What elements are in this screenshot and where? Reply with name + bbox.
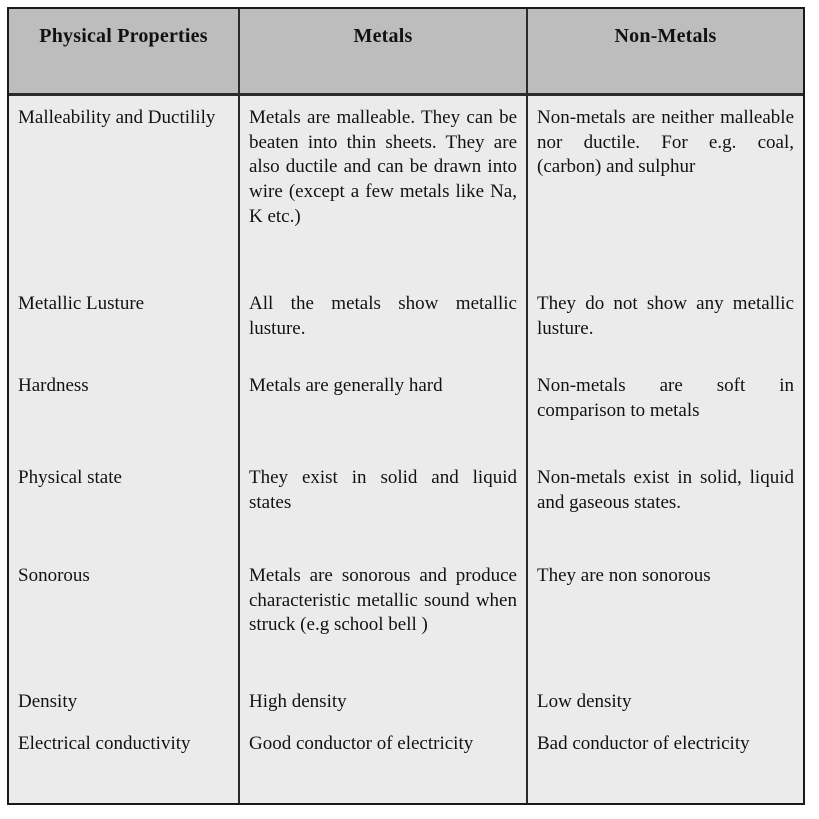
cell-property-sonorous: Sonorous — [18, 565, 90, 586]
column-header-non-metals: Non-Metals — [614, 25, 717, 47]
cell-property-malleability: Malleability and Ductilily — [18, 107, 216, 128]
metals-nonmetals-comparison-table — [7, 7, 805, 805]
cell-nonmetals-hardness: Non-metals are soft in comparison to metals — [537, 375, 794, 421]
cell-metals-metallic-lusture: All the metals show metallic lusture. — [249, 293, 517, 339]
cell-metals-density: High density — [249, 691, 347, 712]
cell-nonmetals-physical-state: Non-metals exist in solid, liquid and gaseous states. — [537, 467, 794, 513]
cell-metals-malleability: Metals are malleable. They can be beaten into thin sheets. They are also ductile and can be drawn into wire (except a few metals like Na, K etc.) — [249, 107, 517, 227]
table-header-row — [9, 9, 803, 96]
cell-property-metallic-lusture: Metallic Lusture — [18, 293, 145, 314]
cell-property-physical-state: Physical state — [18, 467, 122, 488]
column-header-metals: Metals — [240, 9, 528, 93]
cell-nonmetals-electrical-conductivity: Bad conductor of electricity — [537, 733, 750, 754]
cell-metals-hardness: Metals are generally hard — [249, 375, 443, 396]
column-metals — [240, 96, 528, 803]
column-physical-properties — [9, 96, 240, 803]
table-body — [9, 96, 803, 803]
cell-property-electrical-conductivity: Electrical conductivity — [18, 733, 191, 754]
cell-metals-sonorous: Metals are sonorous and produce characteristic metallic sound when struck (e.g school bell ) — [249, 565, 517, 636]
cell-metals-physical-state: They exist in solid and liquid states — [249, 467, 517, 513]
cell-nonmetals-sonorous: They are non sonorous — [537, 565, 711, 586]
cell-metals-electrical-conductivity: Good conductor of electricity — [249, 733, 474, 754]
cell-nonmetals-metallic-lusture: They do not show any metallic lusture. — [537, 293, 794, 339]
cell-nonmetals-density: Low density — [537, 691, 632, 712]
column-non-metals — [528, 96, 803, 803]
column-header-physical-properties: Physical Properties — [9, 9, 240, 93]
cell-property-hardness: Hardness — [18, 375, 89, 396]
cell-property-density: Density — [18, 691, 78, 712]
cell-nonmetals-malleability: Non-metals are neither malleable nor ductile. For e.g. coal, (carbon) and sulphur — [537, 107, 794, 178]
